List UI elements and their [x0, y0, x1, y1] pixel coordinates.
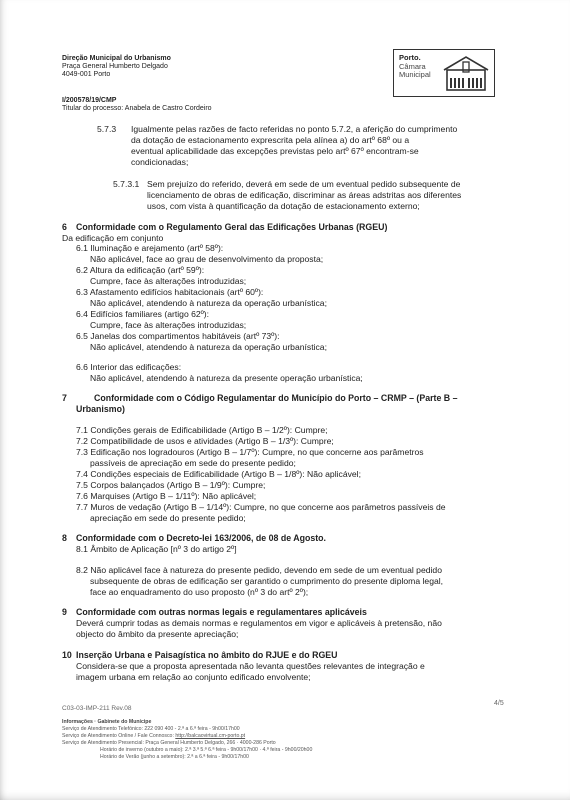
doc-code: C03-03-IMP-211 Rev.08 [62, 705, 132, 712]
sec-5731-number: 5.7.3.1 [113, 179, 140, 189]
sec8-item2-line: subsequente de obras de edificação ser garantido o cumprimento do presente diploma legal, [90, 576, 444, 586]
sec6-item-head: 6.1 Iluminação e arejamento (artº 58º): [76, 243, 224, 253]
sec7-item: 7.1 Condições gerais de Edificabilidade (Artigo B – 1/2º): Cumpre; [76, 425, 328, 435]
sec6-item-body: Não aplicável, atendendo à natureza da operação urbanística; [90, 298, 327, 308]
sec6-item-head: 6.3 Afastamento edifícios habitacionais (artº 60º): [76, 287, 264, 297]
process-holder: Titular do processo: Anabela de Castro Cordeiro [62, 105, 212, 112]
sec10-line: imagem urbana em relação ao conjunto edificado envolvente; [76, 672, 311, 682]
sec6-subtitle: Da edificação em conjunto [62, 233, 164, 243]
sec6-item-head: 6.6 Interior das edificações: [76, 362, 182, 372]
logo-line1: Porto. [399, 53, 421, 62]
sec10-title: Inserção Urbana e Paisagística no âmbito do RJUE e do RGEU [76, 650, 338, 660]
sec-5731-line: licenciamento de obras de edificação, discriminar as áreas adstritas aos diferentes [147, 190, 462, 200]
org-address-line1: Praça General Humberto Delgado [62, 63, 168, 70]
sec-5731-line: usos, com vista à quantificação da dotação de estacionamento externo; [147, 201, 420, 211]
logo-line3: Municipal [399, 70, 431, 79]
sec6-item-body: Cumpre, face às alterações introduzidas; [90, 276, 247, 286]
sec7-item: 7.5 Corpos balançados (Artigo B – 1/9º): Cumpre; [76, 480, 266, 490]
sec7-item: apreciação em sede do presente pedido; [90, 513, 246, 523]
sec9-number: 9 [62, 607, 67, 617]
sec7-number: 7 [62, 393, 67, 403]
porto-logo [393, 49, 495, 97]
sec7-item: 7.4 Condições especiais de Edificabilidade (Artigo B – 1/8º): Não aplicável; [76, 469, 361, 479]
sec10-line: Considera-se que a proposta apresentada não levanta questões relevantes de integração e [76, 661, 425, 671]
sec-573-line: condicionadas; [131, 157, 189, 167]
sec8-item2-line: face ao enquadramento do uso proposto (nº 3 do artº 2º); [90, 587, 309, 597]
sec-573-line: Igualmente pelas razões de facto referidas no ponto 5.7.2, a aferição do cumprimento [131, 124, 458, 134]
footer-line [62, 733, 245, 739]
process-number: I/200578/19/CMP [62, 97, 117, 104]
footer-line: Serviço de Atendimento Presencial: Praça General Humberto Delgado, 266 · 4000-286 Porto [62, 740, 276, 746]
sec-573-number: 5.7.3 [97, 124, 117, 134]
sec6-item-head: 6.2 Altura da edificação (artº 59º): [76, 265, 205, 275]
footer-line2-prefix: Serviço de Atendimento Online / Fale Connosco: [62, 733, 176, 739]
balcao-virtual-link[interactable]: http://balcaovirtual.cm-porto.pt [175, 733, 246, 739]
sec8-item2-line: 8.2 Não aplicável face à natureza do presente pedido, devendo em sede de um eventual pedido [76, 565, 442, 575]
city-hall-emblem-icon [442, 54, 490, 94]
sec6-title: Conformidade com o Regulamento Geral das Edificações Urbanas (RGEU) [76, 222, 388, 232]
sec7-item: 7.3 Edificação nos logradouros (Artigo B – 1/7º): Cumpre, no que concerne aos parâmetros [76, 447, 424, 457]
sec6-item-body: Não aplicável, atendendo à natureza da presente operação urbanística; [90, 373, 363, 383]
sec7-title-line2: Urbanismo) [76, 404, 125, 414]
sec6-number: 6 [62, 222, 67, 232]
sec6-item-head: 6.5 Janelas dos compartimentos habitáveis (artº 73º): [76, 331, 280, 341]
sec6-item-head: 6.4 Edifícios familiares (artigo 62º): [76, 309, 210, 319]
sec9-title: Conformidade com outras normas legais e regulamentares aplicáveis [76, 607, 367, 617]
sec8-number: 8 [62, 533, 67, 543]
sec7-item: 7.2 Compatibilidade de usos e atividades (Artigo B – 1/3º): Cumpre; [76, 436, 334, 446]
sec-573-line: da dotação de estacionamento exprescrita pela alínea a) do artº 68º ou a [131, 135, 410, 145]
sec6-item-body: Não aplicável, atendendo à natureza da operação urbanística; [90, 342, 327, 352]
sec7-title-line1: Conformidade com o Código Regulamentar do Município do Porto – CRMP – (Parte B – [94, 393, 458, 403]
sec8-item1: 8.1 Âmbito de Aplicação [nº 3 do artigo 2º] [76, 544, 237, 554]
page-number: 4/5 [494, 700, 504, 707]
sec9-line: objecto do âmbito da presente apreciação; [76, 629, 239, 639]
sec-5731-line: Sem prejuízo do referido, deverá em sede de um eventual pedido subsequente de [147, 179, 461, 189]
sec6-item-body: Não aplicável, face ao grau de desenvolvimento da proposta; [90, 254, 324, 264]
sec7-item: passíveis de apreciação em sede do presente pedido; [90, 458, 296, 468]
sec7-item: 7.7 Muros de vedação (Artigo B – 1/14º): Cumpre, no que concerne aos parâmetros passíveis de [76, 502, 446, 512]
sec9-line: Deverá cumprir todas as demais normas e regulamentos em vigor e aplicáveis à pretensão, não [76, 618, 442, 628]
sec6-item-body: Cumpre, face às alterações introduzidas; [90, 320, 247, 330]
sec10-number: 10 [62, 650, 72, 660]
org-block [62, 55, 171, 79]
footer-line: Horário de Verão (junho a setembro): 2.ª a 6.ª feira - 9h00/17h00 [100, 754, 249, 760]
process-block [62, 97, 212, 113]
footer-info-label: Informações · Gabinete do Munícipe [62, 719, 152, 725]
sec8-title: Conformidade com o Decreto-lei 163/2006, de 08 de Agosto. [76, 533, 326, 543]
logo-line2: Câmara [399, 61, 426, 71]
sec-573-line: eventual aplicabilidade das excepções previstas pelo artº 67º encontram-se [131, 146, 419, 156]
org-address-line2: 4049-001 Porto [62, 71, 111, 78]
footer-line: Serviço de Atendimento Telefónico: 222 090 400 - 2.ª a 6.ª feira - 9h00/17h00 [62, 726, 240, 732]
org-name: Direção Municipal do Urbanismo [62, 55, 171, 62]
footer-line: Horário de inverno (outubro a maio): 2.ª 3.ª 5.ª 6.ª feira - 9h00/17h00 · 4.ª feira - 9h00/20h00 [100, 747, 313, 753]
sec7-item: 7.6 Marquises (Artigo B – 1/11º): Não aplicável; [76, 491, 257, 501]
